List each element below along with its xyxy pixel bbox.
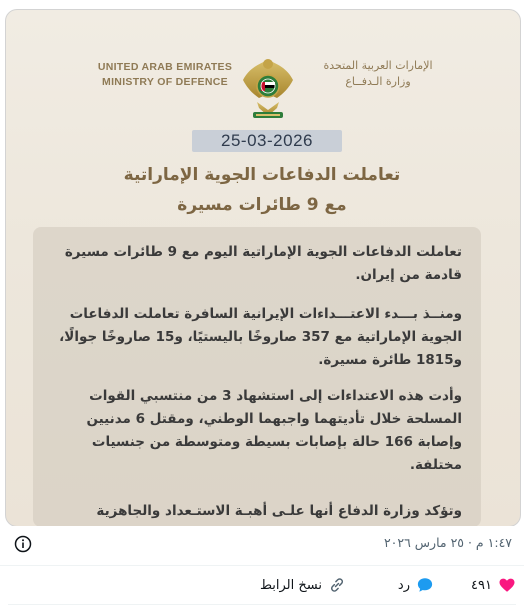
bottom-divider	[8, 604, 516, 605]
statement-paragraph-3: وأدت هذه الاعتداءات إلى استشهاد 3 من منتسبي القوات المسلحة خلال تأديتهما واجبهما الوطني، ومقتل 6 مدنيين وإصابة 166 حالة بإصابات بسيطة ومتوسطة من جنسيات مختلفة.	[86, 388, 462, 473]
headline-line1: تعاملت الدفاعات الجوية الإماراتية	[123, 165, 401, 185]
link-icon	[328, 576, 346, 594]
post-actions	[0, 574, 524, 598]
like-count: ٤٩١	[471, 577, 492, 593]
post-timestamp[interactable]: ١:٤٧ م · ٢٥ مارس ٢٠٢٦	[383, 535, 512, 550]
uae-emblem-icon	[239, 54, 297, 122]
org-en-line2: MINISTRY OF DEFENCE	[102, 76, 228, 88]
statement-paragraph-2: ومنــذ بـــدء الاعتـــداءات الإيرانية السافرة تعاملت الدفاعات الجوية الإماراتية مع 357 صاروخًا باليستيًا، و15 صاروخًا جوالًا، و1815 طائرة مسيرة.	[59, 306, 462, 368]
reply-label: رد	[397, 577, 410, 593]
info-icon[interactable]	[14, 535, 32, 553]
post-meta-row	[8, 533, 516, 557]
headline-line2: مع 9 طائرات مسيرة	[177, 195, 347, 215]
heart-icon	[498, 576, 516, 594]
reply-button[interactable]	[398, 574, 434, 596]
ministry-name-arabic	[306, 58, 450, 90]
divider	[0, 565, 524, 566]
copy-link-label: نسخ الرابط	[259, 577, 322, 593]
like-button[interactable]	[471, 574, 516, 596]
reply-bubble-icon	[416, 576, 434, 594]
ministry-name-english	[90, 60, 240, 90]
statement-paragraph-1: تعاملت الدفاعات الجوية الإماراتية اليوم مع 9 طائرات مسيرة قادمة من إيران.	[64, 244, 462, 283]
copy-link-button[interactable]	[260, 574, 346, 596]
headline	[60, 160, 464, 220]
date-badge: 25-03-2026	[192, 130, 342, 152]
org-en-line1: UNITED ARAB EMIRATES	[97, 61, 233, 73]
org-ar-line1: الإمارات العربية المتحدة	[323, 59, 433, 72]
org-ar-line2: وزارة الـدفــاع	[345, 75, 411, 88]
statement-paragraph-4: وتؤكد وزارة الدفاع أنها علـى أهبـة الاستـعداد والجاهزية	[96, 503, 462, 519]
